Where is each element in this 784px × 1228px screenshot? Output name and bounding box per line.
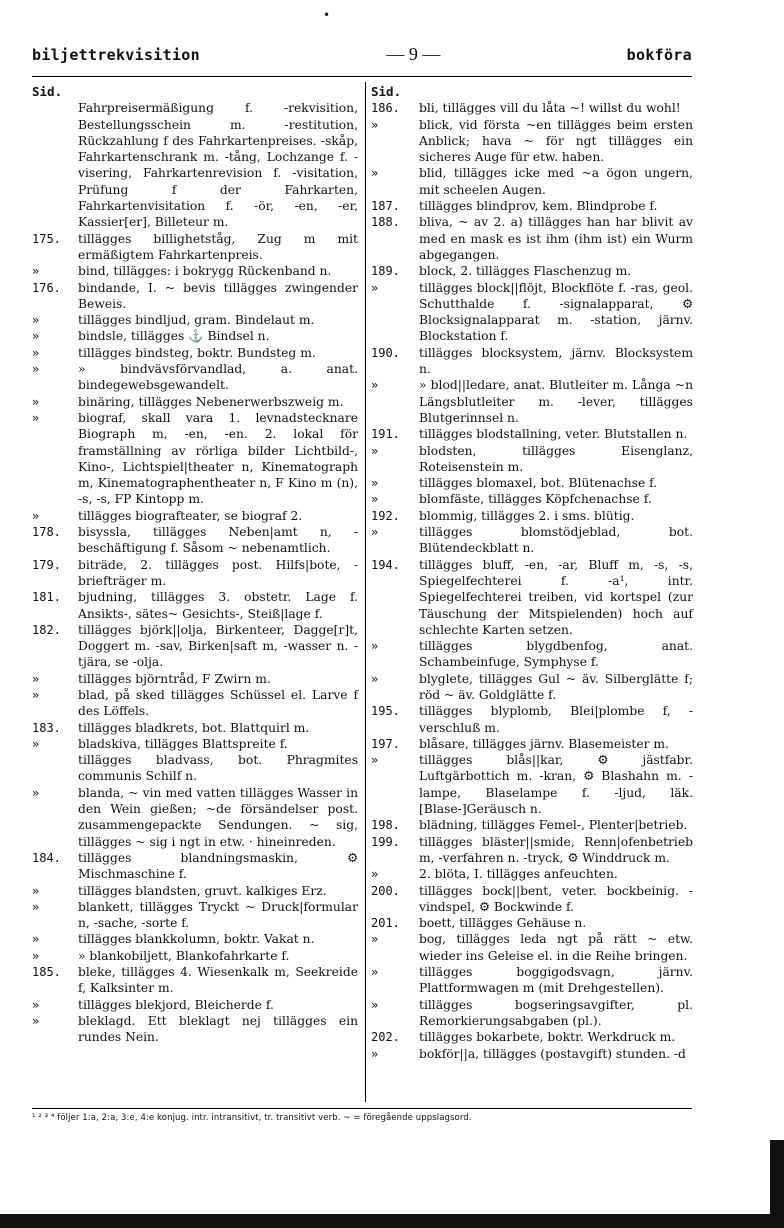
entry-page-ref: » xyxy=(32,264,40,279)
entry-text: tillägges blodstallning, veter. Blutstallen n. xyxy=(419,427,688,442)
entry-page-ref: » xyxy=(371,867,379,882)
entry-text: bindsle, tillägges ⚓ Bindsel n. xyxy=(78,329,270,344)
entry-page-ref: » xyxy=(32,736,40,751)
entry-text: boett, tillägges Gehäuse n. xyxy=(419,916,587,931)
entry-text: tillägges bladvass, bot. Phragmites communis Schilf n. xyxy=(78,753,358,784)
dictionary-entry xyxy=(371,736,693,752)
entry-text: bliva, ~ av 2. a) tillägges han har blivit av med en mask es ist ihm (ihm ist) ein Wurm abgegangen. xyxy=(419,215,693,262)
page-number: — 9 — xyxy=(386,44,441,64)
entry-text: blankett, tillägges Tryckt ~ Druck|formular n, -sache, -sorte f. xyxy=(78,899,358,931)
entry-text: tillägges blygdbenfog, anat. Schambeinfuge, Symphyse f. xyxy=(419,639,693,670)
entry-text: tillägges blyplomb, Blei|plombe f, -verschluß m. xyxy=(419,704,693,735)
dictionary-entry xyxy=(32,964,358,997)
entry-text: bokför||a, tillägges (postavgift) stunden. -d xyxy=(419,1046,686,1061)
dictionary-entry xyxy=(371,491,693,507)
entry-text: tillägges bokarbete, boktr. Werkdruck m. xyxy=(419,1030,676,1045)
entry-page-ref: 191. xyxy=(371,427,400,442)
entry-page-ref: » xyxy=(32,671,40,686)
right-sid-label: Sid. xyxy=(371,84,402,99)
entry-page-ref: » xyxy=(371,932,379,947)
footer-rule xyxy=(32,1108,692,1109)
entry-text: bladskiva, tillägges Blattspreite f. xyxy=(78,736,288,751)
entry-page-ref: » xyxy=(32,997,40,1012)
entry-page-ref: » xyxy=(32,394,40,409)
entry-page-ref: » xyxy=(32,785,40,800)
entry-text: bog, tillägges leda ngt på rätt ~ etw. wieder ins Geleise el. in die Reihe bringen. xyxy=(419,932,693,963)
dictionary-entry xyxy=(371,508,693,524)
entry-page-ref: 178. xyxy=(32,525,61,540)
entry-page-ref: 175. xyxy=(32,231,61,246)
left-column xyxy=(32,84,358,1046)
entry-page-ref: » xyxy=(32,932,40,947)
entry-text: 2. blöta, I. tillägges anfeuchten. xyxy=(419,867,618,882)
dictionary-entry xyxy=(32,671,358,687)
dictionary-entry xyxy=(371,426,693,442)
entry-page-ref: 195. xyxy=(371,704,400,719)
dictionary-entry xyxy=(371,703,693,736)
entry-text: Fahrpreisermäßigung f. -rekvisition, Bestellungsschein m. -restitution, Rückzahlung f des Fahrkartenpreises. -skåp, Fahrkartenschrank m. -tång, Lochzange f. -visering, Fahrkartenrevision f. -visitation, Prüfung f der Fahrkarten, Fahrkartenvisitation f. -ör, -en, -er, Kassier[er], Billeteur m. xyxy=(78,101,358,230)
entry-text: block, 2. tillägges Flaschenzug m. xyxy=(419,264,632,279)
dictionary-entry xyxy=(32,312,358,328)
entry-page-ref: 198. xyxy=(371,818,400,833)
entry-page-ref: 181. xyxy=(32,590,61,605)
dictionary-entry xyxy=(32,100,358,230)
dictionary-entry xyxy=(32,557,358,590)
dictionary-entry xyxy=(371,214,693,263)
scan-edge-bottom xyxy=(0,1214,784,1228)
dictionary-entry xyxy=(32,508,358,524)
dictionary-entry xyxy=(371,834,693,867)
page-header xyxy=(32,44,692,70)
entry-page-ref: 187. xyxy=(371,199,400,214)
entry-text: bjudning, tillägges 3. obstetr. Lage f. Ansikts-, sätes~ Gesichts-, Steiß|lage f. xyxy=(78,590,358,621)
dictionary-entry xyxy=(32,899,358,932)
entry-text: tillägges blocksystem, järnv. Blocksystem n. xyxy=(419,345,693,377)
entry-page-ref: » xyxy=(371,117,379,132)
dictionary-entry xyxy=(371,524,693,557)
dictionary-entry xyxy=(32,752,358,785)
entry-text: tillägges block||flöjt, Blockflöte f. -ras, geol. Schutthalde f. -signalapparat, ⚙ Blocksignalapparat m. -station, järnv. Blockstation f. xyxy=(419,280,693,344)
entry-page-ref: 202. xyxy=(371,1030,400,1045)
entry-page-ref: 200. xyxy=(371,883,400,898)
entry-page-ref: » xyxy=(371,639,379,654)
dictionary-entry xyxy=(371,997,693,1030)
entry-text: tillägges blomaxel, bot. Blütenachse f. xyxy=(419,476,658,491)
entry-page-ref: 185. xyxy=(32,965,61,980)
entry-page-ref: » xyxy=(371,1046,379,1061)
entry-text: tillägges bläster||smide, Renn|ofenbetrieb m, -verfahren n. -tryck, ⚙ Winddruck m. xyxy=(419,834,693,865)
dictionary-entry xyxy=(32,785,358,850)
entry-page-ref: 179. xyxy=(32,557,61,572)
entry-text: biograf, skall vara 1. levnadstecknare Biograph m, -en, -en. 2. lokal för framställning av rörliga bilder Lichtbild-, Kino-, Lichtspiel|theater n, Kinematograph m, Kinematographentheater n, F Kino m (n), -s, -s, FP Kintopp m. xyxy=(78,410,358,507)
entry-page-ref: 199. xyxy=(371,834,400,849)
entry-page-ref: » xyxy=(371,965,379,980)
dictionary-entry xyxy=(371,866,693,882)
entry-text: blyglete, tillägges Gul ~ äv. Silberglätte f; röd ~ äv. Goldglätte f. xyxy=(419,671,693,702)
dictionary-entry xyxy=(371,280,693,345)
entry-page-ref: » xyxy=(32,508,40,523)
entry-page-ref: » xyxy=(371,997,379,1012)
entry-page-ref: » xyxy=(32,899,40,914)
dictionary-entry xyxy=(32,394,358,410)
entry-text: blomfäste, tillägges Köpfchenachse f. xyxy=(419,492,652,507)
entry-text: tillägges boggigodsvagn, järnv. Plattformwagen m (mit Drehgestellen). xyxy=(419,965,693,996)
dictionary-entry xyxy=(32,997,358,1013)
dictionary-entry xyxy=(32,948,358,964)
entry-page-ref: » xyxy=(32,948,40,963)
entry-text: tillägges blomstödjeblad, bot. Blütendeckblatt n. xyxy=(419,525,693,556)
entry-page-ref: 186. xyxy=(371,101,400,116)
entry-text: blåsare, tillägges järnv. Blasemeister m. xyxy=(419,736,669,751)
entry-page-ref: » xyxy=(371,525,379,540)
dictionary-entry xyxy=(32,410,358,508)
entry-text: tillägges björk||olja, Birkenteer, Dagge[r]t, Doggert m. -sav, Birken|saft m, -wasser n. -tjära, se -olja. xyxy=(78,622,358,670)
dictionary-entry xyxy=(32,622,358,671)
entry-page-ref: 189. xyxy=(371,264,400,279)
dictionary-entry xyxy=(32,720,358,736)
dictionary-entry xyxy=(371,1046,693,1062)
entry-text: tillägges blindprov, kem. Blindprobe f. xyxy=(419,199,658,214)
entry-text: tillägges bluff, -en, -ar, Bluff m, -s, -s, Spiegelfechterei f. -a¹, intr. Spiegelfechterei treiben, vid kortspel (zur Täuschung der Mitspielenden) hoch auf schlechte Karten setzen. xyxy=(419,557,693,637)
dictionary-entry xyxy=(32,280,358,313)
entry-text: blädning, tillägges Femel-, Plenter|betrieb. xyxy=(419,818,688,833)
entry-page-ref: 184. xyxy=(32,850,61,865)
entry-text: » blankobiljett, Blankofahrkarte f. xyxy=(78,948,290,963)
dictionary-entry xyxy=(371,883,693,916)
dictionary-entry xyxy=(32,589,358,622)
dictionary-entry xyxy=(32,328,358,344)
dictionary-entry xyxy=(32,231,358,264)
entry-text: » blod||ledare, anat. Blutleiter m. Långa ~n Längsblutleiter m. -lever, tillägges Blutgerinnsel n. xyxy=(419,378,693,425)
entry-page-ref: » xyxy=(32,329,40,344)
dictionary-entry xyxy=(32,687,358,720)
dictionary-entry xyxy=(32,361,358,394)
entry-page-ref: » xyxy=(371,492,379,507)
entry-page-ref: » xyxy=(32,313,40,328)
right-column xyxy=(371,84,693,1062)
entry-page-ref: » xyxy=(32,410,40,425)
column-divider xyxy=(365,82,366,1102)
dictionary-entry xyxy=(371,557,693,638)
scan-edge-right xyxy=(770,1140,784,1228)
entry-text: blick, vid första ~en tillägges beim ersten Anblick; hava ~ för ngt tillägges ein sicheres Auge für etw. haben. xyxy=(419,117,693,165)
entry-page-ref: 197. xyxy=(371,736,400,751)
left-sid-label: Sid. xyxy=(32,84,63,99)
entry-text: blommig, tillägges 2. i sms. blütig. xyxy=(419,508,635,523)
entry-text: bindande, I. ~ bevis tillägges zwingender Beweis. xyxy=(78,280,358,311)
entry-text: bli, tillägges vill du låta ~! willst du wohl! xyxy=(419,101,681,116)
entry-page-ref: 194. xyxy=(371,557,400,572)
dictionary-entry xyxy=(371,263,693,279)
entry-page-ref: » xyxy=(371,476,379,491)
entry-page-ref: » xyxy=(32,362,40,377)
dictionary-entry xyxy=(371,377,693,426)
dictionary-entry xyxy=(371,198,693,214)
entry-page-ref: » xyxy=(32,687,40,702)
dictionary-entry xyxy=(371,443,693,476)
entry-page-ref: » xyxy=(32,345,40,360)
entry-page-ref: 183. xyxy=(32,720,61,735)
entry-text: bisyssla, tillägges Neben|amt n, -beschäftigung f. Såsom ~ nebenamtlich. xyxy=(78,525,358,556)
entry-text: tillägges blankkolumn, boktr. Vakat n. xyxy=(78,932,315,947)
entry-text: blad, på sked tillägges Schüssel el. Larve f des Löffels. xyxy=(78,687,358,719)
top-mark: • xyxy=(323,8,331,22)
header-right-word: bokföra xyxy=(626,46,692,64)
entry-text: blanda, ~ vin med vatten tillägges Wasser in den Wein gießen; ~de försändelser post. zusammengepackte Sendungen. ~ sig, tillägges ~ sig i ngt in etw. · hineinreden. xyxy=(78,785,358,849)
entry-page-ref: » xyxy=(371,280,379,295)
dictionary-entry xyxy=(32,263,358,279)
entry-page-ref: » xyxy=(32,883,40,898)
entry-text: blodsten, tillägges Eisenglanz, Roteisenstein m. xyxy=(419,443,693,474)
entry-text: tillägges blandningsmaskin, ⚙ Mischmaschine f. xyxy=(78,850,358,882)
entry-page-ref: 192. xyxy=(371,508,400,523)
header-left-word: biljettrekvisition xyxy=(32,46,200,64)
entry-text: tillägges bogseringsavgifter, pl. Remorkierungsabgaben (pl.). xyxy=(419,997,693,1028)
entry-text: blid, tillägges icke med ~a ögon ungern, mit scheelen Augen. xyxy=(419,166,693,197)
entry-text: bleklagd. Ett bleklagt nej tillägges ein rundes Nein. xyxy=(78,1013,358,1045)
entry-page-ref: » xyxy=(371,378,379,393)
dictionary-entry xyxy=(32,883,358,899)
entry-text: tillägges blås||kar, ⚙ jästfabr. Luftgärbottich m. -kran, ⚙ Blashahn m. -lampe, Blaselampe f. -ljud, läk. [Blase-]Geräusch n. xyxy=(419,753,693,817)
dictionary-entry xyxy=(371,100,693,116)
dictionary-entry xyxy=(32,1013,358,1046)
entry-page-ref: 190. xyxy=(371,345,400,360)
dictionary-entry xyxy=(371,638,693,671)
dictionary-entry xyxy=(371,475,693,491)
entry-page-ref: 176. xyxy=(32,280,61,295)
entry-page-ref: » xyxy=(371,166,379,181)
dictionary-entry xyxy=(371,1029,693,1045)
entry-page-ref: 182. xyxy=(32,622,61,637)
dictionary-entry xyxy=(32,850,358,883)
entry-text: binäring, tillägges Nebenerwerbszweig m. xyxy=(78,394,344,409)
entry-text: tillägges bindsteg, boktr. Bundsteg m. xyxy=(78,345,316,360)
dictionary-entry xyxy=(371,165,693,198)
header-rule xyxy=(32,76,692,77)
entry-page-ref: » xyxy=(371,671,379,686)
dictionary-entry xyxy=(32,524,358,557)
entry-page-ref: » xyxy=(371,443,379,458)
entry-text: » bindvävsförvandlad, a. anat. bindegewebsgewandelt. xyxy=(78,362,358,393)
entry-text: tillägges bock||bent, veter. bockbeinig. -vindspel, ⚙ Bockwinde f. xyxy=(419,883,693,914)
entry-text: tillägges bindljud, gram. Bindelaut m. xyxy=(78,313,315,328)
entry-page-ref: » xyxy=(32,1013,40,1028)
dictionary-entry xyxy=(371,931,693,964)
abbreviation-footnote: ¹ ² ³ ⁴ följer 1:a, 2:a, 3:e, 4:e konjug. intr. intransitivt, tr. transitivt verb. ~ = föregående uppslagsord. xyxy=(32,1113,472,1123)
entry-page-ref: 188. xyxy=(371,215,400,230)
entry-text: tillägges blekjord, Bleicherde f. xyxy=(78,997,274,1012)
dictionary-entry xyxy=(32,931,358,947)
dictionary-entry xyxy=(32,345,358,361)
entry-text: biträde, 2. tillägges post. Hilfs|bote, -briefträger m. xyxy=(78,557,358,588)
dictionary-entry xyxy=(371,671,693,704)
entry-page-ref: » xyxy=(371,753,379,768)
entry-page-ref: 201. xyxy=(371,916,400,931)
entry-text: tillägges björntråd, F Zwirn m. xyxy=(78,671,271,686)
entry-text: bleke, tillägges 4. Wiesenkalk m, Seekreide f, Kalksinter m. xyxy=(78,965,358,996)
dictionary-entry xyxy=(371,915,693,931)
entry-text: tillägges bladkrets, bot. Blattquirl m. xyxy=(78,720,310,735)
dictionary-entry xyxy=(32,736,358,752)
dictionary-entry xyxy=(371,817,693,833)
dictionary-entry xyxy=(371,752,693,817)
entry-text: tillägges blandsten, gruvt. kalkiges Erz. xyxy=(78,883,327,898)
entry-text: bind, tillägges: i bokrygg Rückenband n. xyxy=(78,264,332,279)
dictionary-entry xyxy=(371,345,693,378)
dictionary-entry xyxy=(371,964,693,997)
dictionary-entry xyxy=(371,117,693,166)
entry-text: tillägges biografteater, se biograf 2. xyxy=(78,508,303,523)
entry-text: tillägges billighetståg, Zug m mit ermäßigtem Fahrkartenpreis. xyxy=(78,231,358,262)
